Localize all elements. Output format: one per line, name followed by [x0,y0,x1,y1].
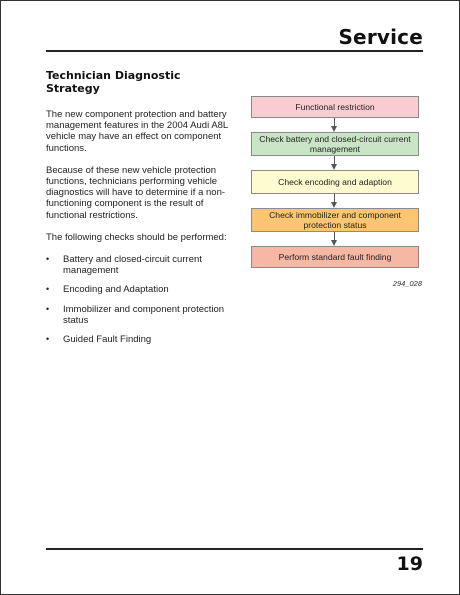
diagnostic-flowchart [251,96,419,268]
flow-step-encoding-check [251,170,419,194]
flow-arrow-icon [251,156,419,170]
section-heading: Technician Diagnostic Strategy [46,69,181,95]
list-item [46,304,236,326]
flow-step-fault-finding [251,246,419,268]
main-text-column [46,69,236,353]
list-item [46,334,236,345]
check-label: Immobilizer and component protection status [63,303,225,326]
checks-list [46,254,236,345]
flow-arrow-icon [251,118,419,132]
list-item [46,254,236,276]
flow-arrow-icon [251,232,419,246]
list-item [46,284,236,295]
flow-step-label: Check battery and closed-circuit current management [259,134,411,154]
flow-step-label: Functional restriction [295,102,375,112]
page-header-title: Service [338,25,423,49]
intro-paragraph: The new component protection and battery management features in the 2004 Audi A8L vehicle may have an effect on component functions. [46,109,228,154]
check-label: Guided Fault Finding [63,334,152,346]
figure-caption: 294_028 [392,279,422,288]
page-number: 19 [396,553,423,575]
header-rule [46,50,423,52]
flow-step-label: Check encoding and adaption [278,177,392,187]
flow-step-immobilizer-check [251,208,419,232]
check-label: Encoding and Adaptation [63,284,169,296]
flow-step-functional-restriction [251,96,419,118]
flow-step-battery-check [251,132,419,156]
bullet-icon: • [46,284,50,295]
flow-step-label: Perform standard fault finding [278,252,392,262]
bullet-icon: • [46,334,50,345]
bullet-icon: • [46,254,50,265]
footer-rule [46,548,423,550]
check-label: Battery and closed-circuit current management [63,254,202,277]
bullet-icon: • [46,303,50,314]
protection-paragraph: Because of these new vehicle protection functions, technicians performing vehicle diagnostics will have to determine if a non-functioning component is the result of functional restrictions. [46,164,226,221]
flow-arrow-icon [251,194,419,208]
checks-intro-paragraph: The following checks should be performed: [46,231,227,243]
flow-step-label: Check immobilizer and component protection status [269,210,401,230]
